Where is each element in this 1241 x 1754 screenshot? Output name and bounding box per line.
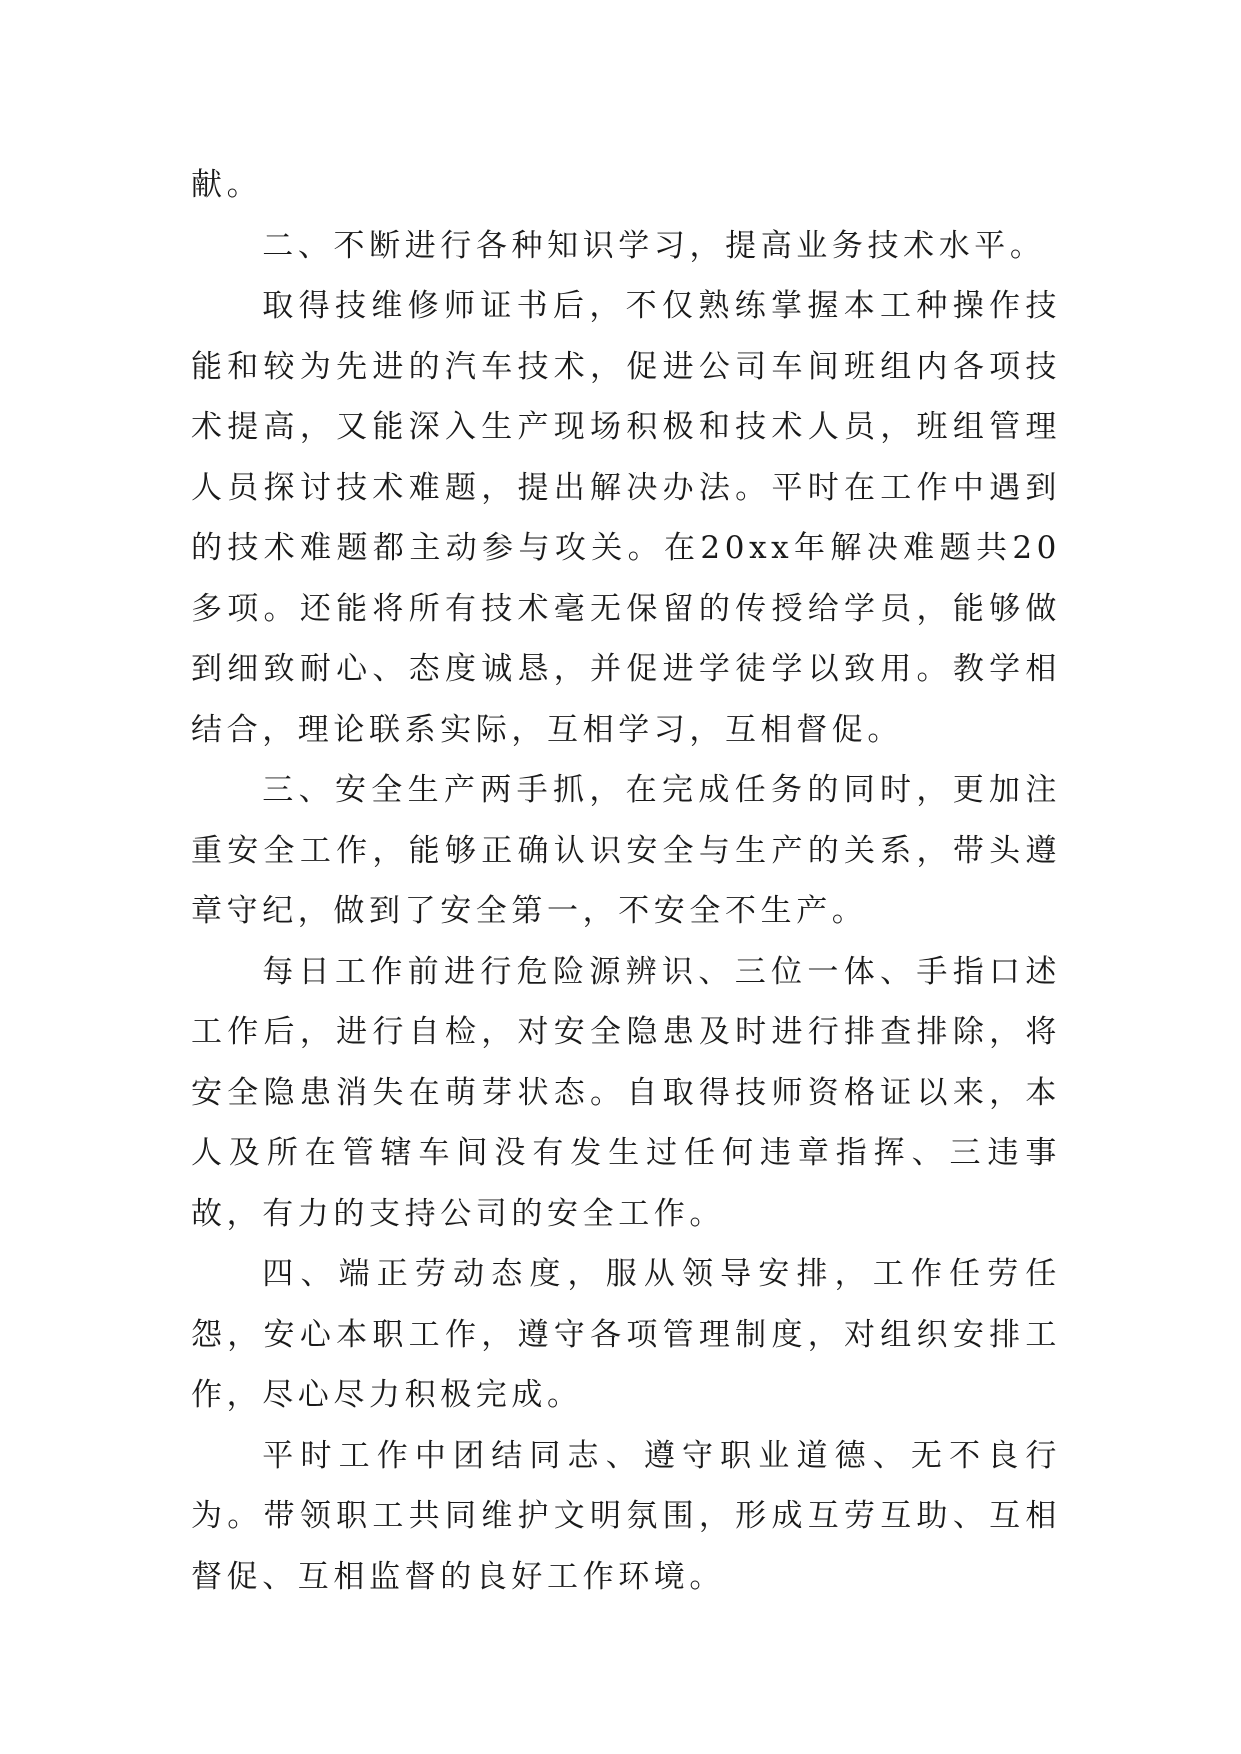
section-heading-4: 四、端正劳动态度，服从领导安排，工作任劳任怨，安心本职工作，遵守各项管理制度，对组织安排工作，尽心尽力积极完成。	[191, 1256, 1061, 1413]
document-body	[191, 155, 1061, 1607]
paragraph: 平时工作中团结同志、遵守职业道德、无不良行为。带领职工共同维护文明氛围，形成互劳互助、互相督促、互相监督的良好工作环境。	[191, 1437, 1061, 1595]
section-heading-3: 三、安全生产两手抓，在完成任务的同时，更加注重安全工作，能够正确认识安全与生产的关系，带头遵章守纪，做到了安全第一，不安全不生产。	[191, 772, 1061, 929]
section-heading-2: 二、不断进行各种知识学习，提高业务技术水平。	[262, 227, 1046, 264]
paragraph-continuation: 献。	[191, 167, 263, 203]
paragraph: 取得技维修师证书后，不仅熟练掌握本工种操作技能和较为先进的汽车技术，促进公司车间班组内各项技术提高，又能深入生产现场积极和技术人员，班组管理人员探讨技术难题，提出解决办法。平时在工作中遇到的技术难题都主动参与攻关。在20xx年解决难题共20多项。还能将所有技术毫无保留的传授给学员，能够做到细致耐心、态度诚恳，并促进学徒学以致用。教学相结合，理论联系实际，互相学习，互相督促。	[191, 288, 1061, 748]
paragraph: 每日工作前进行危险源辨识、三位一体、手指口述工作后，进行自检，对安全隐患及时进行排查排除，将安全隐患消失在萌芽状态。自取得技师资格证以来，本人及所在管辖车间没有发生过任何违章指挥、三违事故，有力的支持公司的安全工作。	[191, 953, 1061, 1232]
